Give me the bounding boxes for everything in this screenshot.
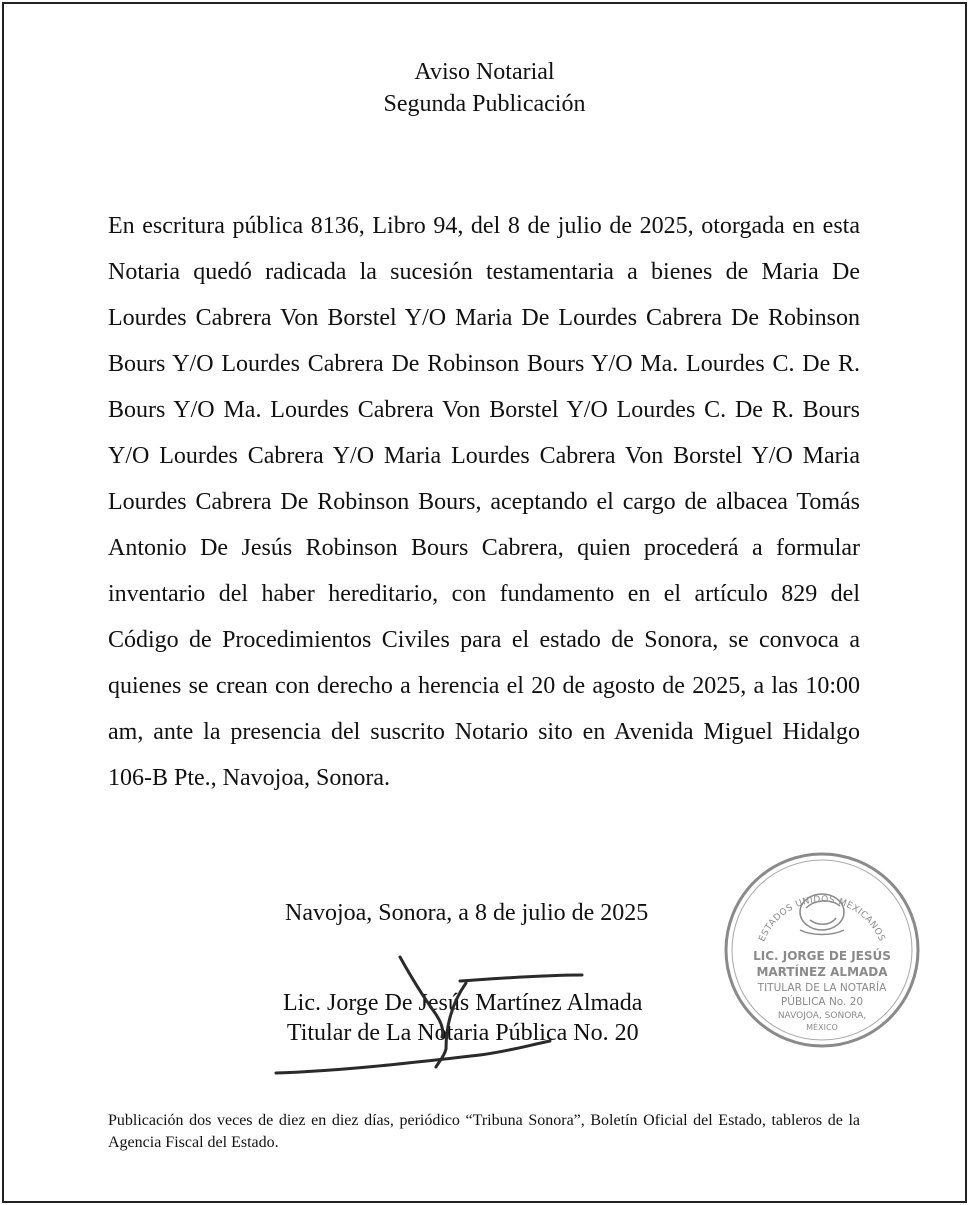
notary-seal — [722, 850, 922, 1050]
signature-block — [283, 988, 642, 1048]
seal-city-line: NAVOJOA, SONORA, — [777, 1011, 867, 1021]
place-date: Navojoa, Sonora, a 8 de julio de 2025 — [285, 900, 649, 926]
seal-arc-text: ESTADOS UNIDOS MEXICANOS — [757, 894, 887, 944]
notice-body: En escritura pública 8136, Libro 94, del 8 de julio de 2025, otorgada en esta Notaria quedó radicada la sucesión testamentaria a bienes de Maria De Lourdes Cabrera Von Borstel Y/O Maria De Lourdes Cabrera De Robinson Bours Y/O Lourdes Cabrera De Robinson Bours Y/O Ma. Lourdes C. De R. Bours Y/O Ma. Lourdes Cabrera Von Borstel Y/O Lourdes C. De R. Bours Y/O Lourdes Cabrera Y/O Maria Lourdes Cabrera Von Borstel Y/O Maria Lourdes Cabrera De Robinson Bours, aceptando el cargo de albacea Tomás Antonio De Jesús Robinson Bours Cabrera, quien procederá a formular inventario del haber hereditario, con fundamento en el artículo 829 del Código de Procedimientos Civiles para el estado de Sonora, se convoca a quienes se crean con derecho a herencia el 20 de agosto de 2025, a las 10:00 am, ante la presencia del suscrito Notario sito en Avenida Miguel Hidalgo 106-B Pte., Navojoa, Sonora. — [108, 213, 860, 791]
seal-role-line2: PÚBLICA No. 20 — [780, 996, 864, 1008]
seal-country-line: MÉXICO — [806, 1023, 838, 1032]
seal-name-line2: MARTÍNEZ ALMADA — [756, 965, 888, 979]
seal-name-line1: LIC. JORGE DE JESÚS — [753, 949, 891, 963]
signatory-title: Titular de La Notaria Pública No. 20 — [286, 1020, 639, 1046]
svg-text:ESTADOS UNIDOS MEXICANOS — [757, 895, 886, 943]
document-subtitle: Segunda Publicación — [383, 91, 586, 117]
publication-footnote: Publicación dos veces de diez en diez días, periódico “Tribuna Sonora”, Boletín Oficial del Estado, tableros de la Agencia Fiscal del Estado. — [108, 1112, 860, 1151]
document-heading — [0, 56, 969, 120]
seal-role-line1: TITULAR DE LA NOTARÍA — [757, 982, 887, 994]
document-title: Aviso Notarial — [414, 59, 555, 85]
signatory-name: Lic. Jorge De Jesús Martínez Almada — [283, 990, 643, 1016]
